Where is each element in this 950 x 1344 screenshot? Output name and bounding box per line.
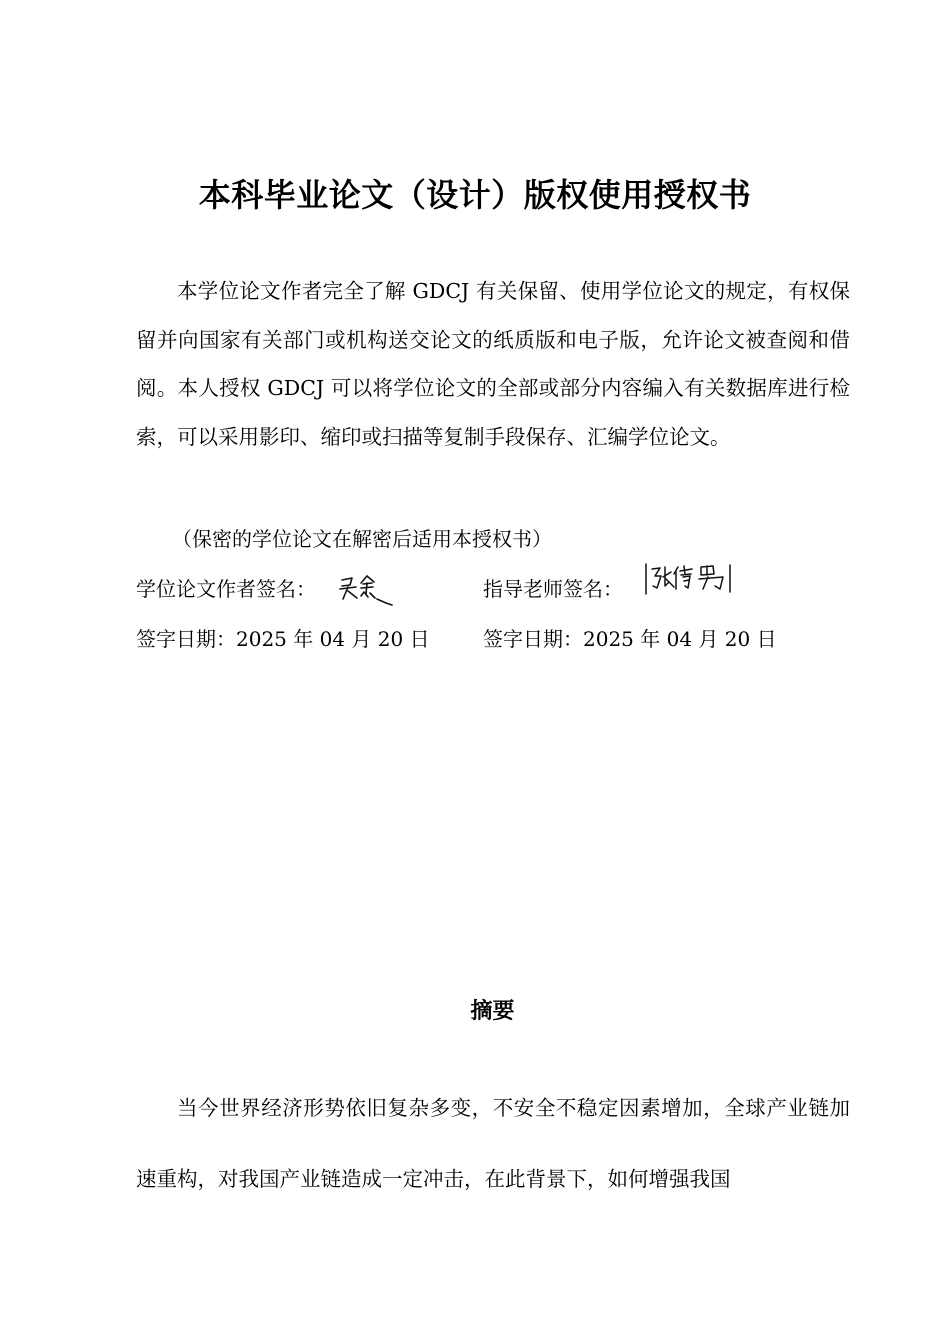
advisor-sign-date: 签字日期：2025 年 04 月 20 日 — [483, 627, 777, 651]
abstract-heading: 摘要 — [470, 999, 515, 1024]
author-sign-date: 签字日期：2025 年 04 月 20 日 — [136, 627, 430, 651]
author-handwritten-signature — [337, 572, 401, 608]
authorization-paragraph: 本学位论文作者完全了解 GDCJ 有关保留、使用学位论文的规定，有权保留并向国家有关部门或机构送交论文的纸质版和电子版，允许论文被查阅和借阅。本人授权 GDCJ 可以将学位论文的全部或部分内容编入有关数据库进行检索，可以采用影印、缩印或扫描等复制手段保存、汇编学位论文。 — [136, 279, 850, 449]
abstract-paragraph: 当今世界经济形势依旧复杂多变，不安全不稳定因素增加，全球产业链加速重构，对我国产业链造成一定冲击，在此背景下，如何增强我国 — [136, 1096, 850, 1191]
advisor-handwritten-signature — [643, 562, 735, 596]
confidential-note: （保密的学位论文在解密后适用本授权书） — [172, 527, 552, 551]
author-signature-label: 学位论文作者签名： — [136, 577, 316, 601]
advisor-signature-label: 指导老师签名： — [483, 577, 623, 601]
page-title: 本科毕业论文（设计）版权使用授权书 — [198, 176, 752, 214]
